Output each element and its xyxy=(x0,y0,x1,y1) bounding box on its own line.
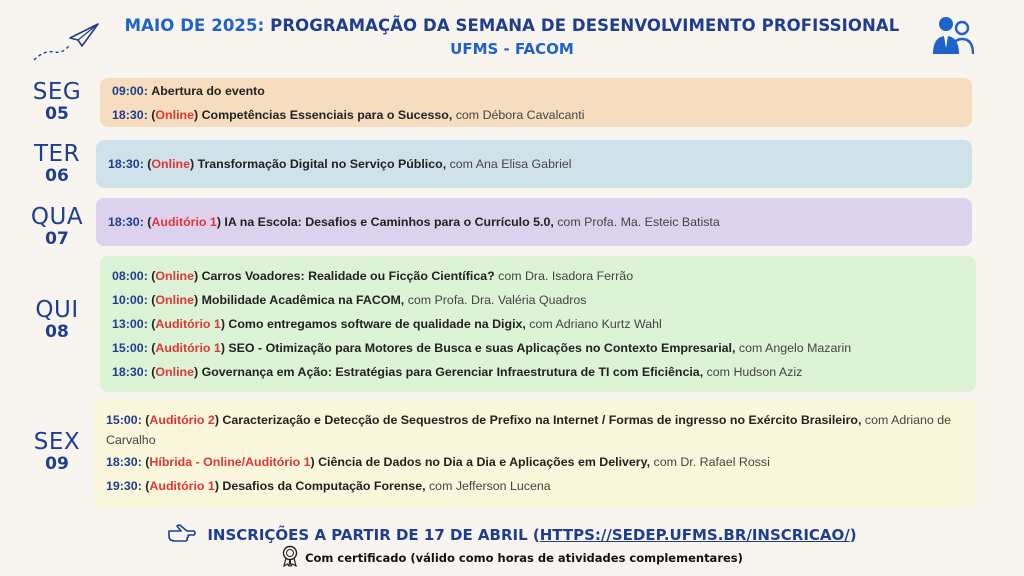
event-speaker: com Profa. Dra. Valéria Quadros xyxy=(407,293,587,307)
day-number: 05 xyxy=(45,104,69,124)
day-label-qui xyxy=(18,298,96,342)
event-location: Híbrida - Online/Auditório 1 xyxy=(149,455,311,469)
event-item: 18:30: (Online) Governança em Ação: Estratégias para Gerenciar Infraestrutura de TI com Eficiência, com Hudson Aziz xyxy=(112,365,803,379)
page-subtitle: UFMS - FACOM xyxy=(450,40,574,58)
day-label-qua xyxy=(18,205,96,249)
event-time: 15:00: xyxy=(106,413,142,427)
event-time: 18:30: xyxy=(108,157,144,171)
event-time: 18:30: xyxy=(108,215,144,229)
event-item: 18:30: (Online) Competências Essenciais para o Sucesso, com Débora Cavalcanti xyxy=(112,107,585,122)
event-time: 19:30: xyxy=(106,479,142,493)
url-close-paren: ) xyxy=(849,526,857,544)
event-time: 18:30: xyxy=(106,455,142,469)
day-name: SEX xyxy=(33,429,81,455)
day-box-qua xyxy=(96,198,972,246)
day-number: 06 xyxy=(45,166,69,186)
event-location: Auditório 2 xyxy=(149,413,215,427)
event-location: Auditório 1 xyxy=(149,479,215,493)
event-speaker: com Profa. Ma. Esteic Batista xyxy=(557,215,720,229)
page-header xyxy=(0,16,1024,58)
people-icon xyxy=(930,14,976,61)
event-item: 18:30: (Auditório 1) IA na Escola: Desafios e Caminhos para o Currículo 5.0, com Profa. Ma. Esteic Batista xyxy=(108,215,720,229)
event-item: 15:00: (Auditório 2) Caracterização e Detecção de Sequestros de Prefixo na Internet / Formas de ingresso no Exército Brasileiro, com Adriano de Carvalho xyxy=(106,413,952,447)
day-box-seg xyxy=(100,78,972,127)
event-title: Como entregamos software de qualidade na Digix, xyxy=(228,317,526,331)
event-location: Online xyxy=(155,269,194,283)
event-item: 19:30: (Auditório 1) Desafios da Computação Forense, com Jefferson Lucena xyxy=(106,479,551,493)
day-number: 09 xyxy=(45,454,69,474)
event-item: 18:30: (Híbrida - Online/Auditório 1) Ciência de Dados no Dia a Dia e Aplicações em Delivery, com Dr. Rafael Rossi xyxy=(106,455,770,469)
page-title xyxy=(0,16,1024,35)
event-title: Abertura do evento xyxy=(151,83,265,98)
day-box-ter xyxy=(96,140,972,188)
event-speaker: com Hudson Aziz xyxy=(706,365,803,379)
title-lead: MAIO DE 2025: xyxy=(124,16,265,35)
event-title: IA na Escola: Desafios e Caminhos para o Currículo 5.0, xyxy=(224,215,554,229)
event-speaker: com Dr. Rafael Rossi xyxy=(653,455,770,469)
event-item: 18:30: (Online) Transformação Digital no Serviço Público, com Ana Elisa Gabriel xyxy=(108,157,572,171)
day-label-sex xyxy=(18,430,96,474)
event-speaker: com Adriano de Carvalho xyxy=(106,413,952,447)
event-time: 18:30: xyxy=(112,107,148,122)
event-location: Online xyxy=(151,157,190,171)
certificate-text: Com certificado (válido como horas de atividades complementares) xyxy=(305,550,743,565)
day-box-sex xyxy=(94,400,976,508)
event-location: Online xyxy=(155,365,194,379)
event-time: 08:00: xyxy=(112,269,148,283)
event-speaker: com Ana Elisa Gabriel xyxy=(449,157,572,171)
event-title: Competências Essenciais para o Sucesso, xyxy=(201,107,453,122)
event-speaker: com Angelo Mazarin xyxy=(738,341,852,355)
event-title: Mobilidade Acadêmica na FACOM, xyxy=(201,293,405,307)
registration-text: INSCRIÇÕES A PARTIR DE 17 DE ABRIL xyxy=(207,526,528,544)
event-title: Transformação Digital no Serviço Público, xyxy=(197,157,447,171)
event-time: 09:00: xyxy=(112,83,148,98)
certificate-badge-icon xyxy=(281,545,299,570)
event-title: Desafios da Computação Forense, xyxy=(222,479,426,493)
event-location: Online xyxy=(155,293,194,307)
certificate-note xyxy=(0,545,1024,572)
day-label-ter xyxy=(18,142,96,186)
day-label-seg xyxy=(18,80,96,124)
event-title: Carros Voadores: Realidade ou Ficção Científica? xyxy=(201,269,495,283)
event-item xyxy=(112,79,962,103)
day-box-qui xyxy=(100,256,976,392)
event-item: 15:00: (Auditório 1) SEO - Otimização para Motores de Busca e suas Aplicações no Contexto Empresarial, com Angelo Mazarin xyxy=(112,341,852,355)
day-name: SEG xyxy=(32,79,82,105)
day-number: 08 xyxy=(45,322,69,342)
event-location: Auditório 1 xyxy=(155,341,221,355)
event-item: 10:00: (Online) Mobilidade Acadêmica na FACOM, com Profa. Dra. Valéria Quadros xyxy=(112,293,587,307)
event-speaker: com Adriano Kurtz Wahl xyxy=(529,317,662,331)
title-rest: PROGRAMAÇÃO DA SEMANA DE DESENVOLVIMENTO PROFISSIONAL xyxy=(270,16,900,35)
event-item: 13:00: (Auditório 1) Como entregamos software de qualidade na Digix, com Adriano Kurtz Wahl xyxy=(112,317,662,331)
event-time: 18:30: xyxy=(112,365,148,379)
event-speaker: com Dra. Isadora Ferrão xyxy=(498,269,634,283)
url-open-paren: ( xyxy=(532,526,540,544)
day-name: QUI xyxy=(35,297,79,323)
event-time: 10:00: xyxy=(112,293,148,307)
event-title: Caracterização e Detecção de Sequestros de Prefixo na Internet / Formas de ingresso no Exército Brasileiro, xyxy=(222,413,862,427)
event-time: 13:00: xyxy=(112,317,148,331)
event-title: Ciência de Dados no Dia a Dia e Aplicações em Delivery, xyxy=(318,455,651,469)
event-speaker: com Jefferson Lucena xyxy=(428,479,551,493)
event-location: Auditório 1 xyxy=(151,215,217,229)
event-speaker: com Débora Cavalcanti xyxy=(455,107,585,122)
event-location: Online xyxy=(155,107,194,122)
event-location: Auditório 1 xyxy=(155,317,221,331)
day-name: TER xyxy=(33,141,81,167)
event-title: Governança em Ação: Estratégias para Gerenciar Infraestrutura de TI com Eficiência, xyxy=(201,365,704,379)
event-title: SEO - Otimização para Motores de Busca e suas Aplicações no Contexto Empresarial, xyxy=(228,341,736,355)
registration-link[interactable]: HTTPS://SEDEP.UFMS.BR/INSCRICAO/ xyxy=(539,526,850,544)
day-name: QUA xyxy=(30,204,84,230)
event-item: 08:00: (Online) Carros Voadores: Realidade ou Ficção Científica? com Dra. Isadora Ferrão xyxy=(112,269,634,283)
day-number: 07 xyxy=(45,229,69,249)
event-time: 15:00: xyxy=(112,341,148,355)
